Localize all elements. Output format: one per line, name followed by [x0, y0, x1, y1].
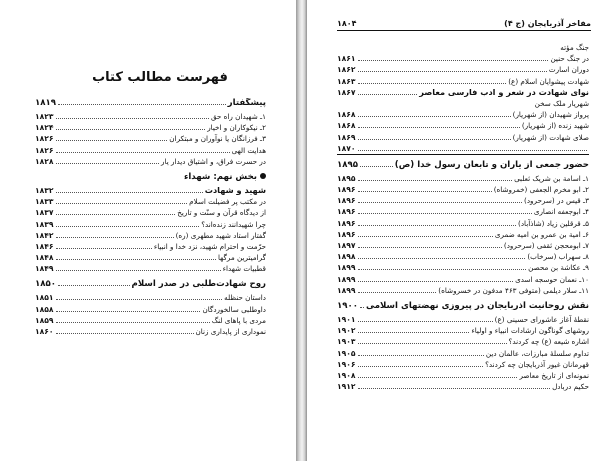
toc-entry-page: ۱۸۵۱	[35, 293, 54, 303]
toc-entry-page: ۱۸۲۴	[35, 123, 54, 133]
toc-entry	[337, 160, 589, 173]
toc-entry-title: قهرمانان غیور آذربایجان چه کردند؟	[485, 359, 589, 369]
toc-entry	[337, 336, 589, 347]
dot-leader	[56, 163, 159, 164]
dot-leader	[358, 269, 527, 270]
toc-entry-title: ۶ـ امیة بن عمرو بن امیه ضمری	[494, 229, 589, 239]
dot-leader	[358, 71, 547, 72]
toc-entry	[337, 184, 589, 195]
toc-entry-page: ۱۹۱۲	[337, 382, 356, 392]
toc-entry-title: ۱۰ـ نعمان حوسجه اسدی	[515, 274, 589, 284]
toc-entry-title: دوران اسارت	[548, 65, 589, 75]
toc-entry-page: ۱۸۹۶	[337, 185, 356, 195]
dot-leader	[358, 150, 587, 151]
toc-entry-page: ۱۸۴۶	[35, 241, 54, 251]
toc-entry-title: ۱ـ اسامة بن شریک ثعلبی	[514, 173, 589, 183]
dot-leader	[358, 292, 437, 293]
toc-entry	[337, 64, 589, 75]
toc-entry	[337, 143, 589, 155]
dot-leader	[358, 213, 532, 214]
toc-entry-page: ۱۸۴۸	[35, 253, 54, 263]
dot-leader	[56, 259, 216, 260]
toc-entry-title: نمودارى از پایداری زنان	[195, 327, 266, 336]
toc-entry-title: از دیدگاه قرآن و سنّت و تاریخ	[177, 208, 266, 218]
toc-entry	[337, 195, 589, 206]
dot-leader	[56, 322, 210, 323]
toc-entry-title: روح شهادت‌طلبی در صدر اسلام	[131, 279, 266, 290]
toc-entry	[35, 326, 266, 337]
toc-entry-title: نقطهٔ آغاز عاشورای حسینی (ع)	[494, 314, 589, 324]
dot-leader	[56, 152, 230, 153]
toc-entry	[337, 262, 589, 273]
toc-entry-title: گفتار استاد شهید مطهری (ره)	[175, 230, 266, 240]
toc-entry-page: ۱۸۶۸	[337, 121, 356, 131]
dot-leader	[358, 247, 502, 248]
toc-entry-page: ۱۸۹۸	[337, 252, 356, 262]
toc-entry-page: ۱۸۱۹	[35, 98, 56, 108]
toc-entry	[35, 292, 266, 303]
toc-entry-title: جنگ مؤته	[560, 43, 589, 52]
toc-entry	[35, 185, 266, 196]
dot-leader	[358, 202, 523, 203]
toc-entry-page: ۱۸۳۲	[35, 185, 54, 195]
toc-entry	[35, 156, 266, 167]
toc-entry-title: حرّمت و احترام شهید، نزد خدا و انبیاء	[153, 241, 266, 251]
toc-entry-page: ۱۸۹۷	[337, 241, 356, 250]
toc-entry	[337, 381, 589, 392]
toc-entry-page: ۱۸۹۹	[337, 263, 356, 273]
toc-entry-page: ۱۸۵۰	[35, 279, 56, 290]
toc-entry	[35, 98, 266, 111]
toc-entry-page: ۱۸۲۶	[35, 134, 54, 144]
dot-leader	[56, 203, 188, 204]
dot-leader	[358, 258, 526, 259]
toc-entry	[337, 76, 589, 87]
toc-entry	[337, 314, 589, 325]
toc-entry	[35, 315, 266, 326]
toc-entry-title: شهید زنده (از شهریار)	[521, 121, 589, 131]
dot-leader	[358, 191, 492, 192]
toc-entry-page: ۱۸۶۸	[337, 110, 356, 120]
toc-entry	[337, 240, 589, 251]
left-page	[0, 0, 296, 461]
page-number: ۱۸۰۴	[337, 19, 357, 28]
dot-leader	[358, 94, 418, 95]
toc-entry	[337, 370, 589, 381]
toc-entry-page: ۱۸۲۸	[35, 156, 54, 166]
toc-entry	[337, 251, 589, 262]
toc-entry-title: ۲ـ نیکوکاران و اخیار	[207, 123, 266, 133]
toc-entry-page: ۱۹۰۵	[337, 348, 356, 358]
dot-leader	[358, 321, 493, 322]
dot-leader	[58, 104, 226, 105]
toc-entry-title: در جنگ حنین	[550, 54, 589, 64]
toc-entry-page: ۱۸۳۹	[35, 219, 54, 229]
toc-entry	[337, 285, 589, 296]
toc-entry-title: داوطلبی سالخوردگان	[202, 304, 266, 314]
toc-entry	[35, 304, 266, 315]
dot-leader	[56, 311, 201, 312]
dot-leader	[56, 248, 152, 249]
toc-entry	[337, 109, 589, 120]
dot-leader	[358, 355, 484, 356]
dot-leader	[56, 129, 206, 130]
toc-entry	[337, 359, 589, 370]
toc-entry-title: اشاره شیعه (ع) چه کردند؟	[508, 337, 589, 347]
toc-entry-title: چرا شهیدانند زنده‌اند؟	[201, 219, 266, 229]
toc-entry-page: ۱۸۹۹	[337, 285, 356, 295]
toc-entry-page: ۱۹۰۱	[337, 314, 356, 324]
toc-entry-title: شهید و شهادت	[204, 184, 266, 195]
dot-leader	[358, 60, 549, 61]
toc-entry-page: ۱۸۳۷	[35, 208, 54, 218]
toc-entry	[337, 87, 589, 98]
toc-entry-page: ۱۸۶۷	[337, 87, 356, 97]
toc-entry-page: ۱۸۳۳	[35, 197, 54, 207]
toc-entry-page: ۱۸۹۶	[337, 229, 356, 239]
toc-entry-page: ۱۸۶۹	[337, 132, 356, 142]
dot-leader	[358, 236, 493, 237]
dot-leader	[56, 333, 194, 334]
dot-leader	[56, 192, 203, 193]
toc-entry-page: ۱۸۹۹	[337, 274, 356, 284]
toc-entry-title: گرامیترین مرگها	[217, 253, 266, 263]
dot-leader	[358, 139, 511, 140]
toc-entry	[337, 301, 589, 314]
dot-leader	[358, 225, 516, 226]
toc-entry	[35, 219, 266, 230]
toc-entry	[35, 252, 266, 263]
right-toc-list	[337, 42, 589, 392]
toc-entry-title: قطبیات شهداء	[222, 264, 266, 274]
toc-entry-title: ۷ـ ابومحجن ثقفی (سرحرود)	[503, 241, 589, 250]
toc-entry-title: بخش نهم: شهداء	[183, 171, 257, 182]
dot-leader	[360, 166, 393, 167]
bullet-icon	[260, 173, 266, 179]
toc-entry	[337, 42, 589, 53]
toc-entry	[337, 206, 589, 217]
toc-entry	[35, 145, 266, 156]
toc-entry-title: تداوم سلسلهٔ مبارزات، عالمان دین	[485, 348, 589, 358]
toc-entry-title: پرواز شهیدان (از شهریار)	[512, 110, 589, 120]
toc-entry-page: ۱۸۶۲	[337, 65, 356, 75]
left-toc-list	[35, 98, 266, 337]
toc-entry-title: ۳ـ فرزانگان یا نوآوران و مبتکران	[169, 134, 266, 144]
toc-entry	[35, 196, 266, 207]
toc-entry	[35, 133, 266, 144]
toc-entry-page: ۱۸۹۵	[337, 159, 358, 170]
dot-leader	[358, 377, 518, 378]
toc-entry	[35, 230, 266, 241]
dot-leader	[58, 285, 130, 286]
toc-entry	[35, 122, 266, 133]
toc-entry	[35, 241, 266, 252]
toc-entry	[337, 120, 589, 131]
running-header	[337, 14, 591, 31]
toc-entry-page: ۱۸۷۰	[337, 143, 356, 153]
dot-leader	[56, 299, 223, 300]
toc-entry-title: ۱ـ شهیدان راه حق	[210, 112, 266, 121]
dot-leader	[56, 214, 176, 215]
toc-entry-title: ۸ـ سهراب (سرخاب)	[527, 252, 589, 262]
toc-entry	[35, 172, 266, 185]
toc-entry	[337, 173, 589, 184]
toc-entry-page: ۱۸۵۹	[35, 315, 54, 325]
toc-entry-page: ۱۸۹۵	[337, 173, 356, 183]
toc-entry-title: ۵ـ قرقلین زیاد (شاذآباد)	[518, 218, 589, 228]
toc-entry-title: صلای شهادت (از شهریار)	[512, 132, 589, 142]
toc-entry-page: ۱۹۰۲	[337, 326, 356, 336]
toc-entry-title: شهادت پیشوایان اسلام (ع)	[508, 76, 589, 86]
toc-entry	[337, 98, 589, 109]
toc-entry-page: ۱۸۹۶	[337, 218, 356, 228]
toc-entry-title: شهریار ملک سخن	[534, 98, 589, 108]
toc-entry	[337, 53, 589, 64]
dot-leader	[56, 140, 168, 141]
toc-entry	[337, 348, 589, 359]
dot-leader	[358, 116, 511, 117]
toc-entry	[337, 132, 589, 143]
toc-entry-page: ۱۹۰۸	[337, 370, 356, 380]
running-header-title: مفاخر آذربایجان (ج ۴)	[504, 19, 591, 28]
toc-entry	[337, 218, 589, 229]
toc-entry-page: ۱۸۹۶	[337, 207, 356, 217]
toc-entry-title: نقش روحانیت آذربایجان در پیروزی نهضتهای اسلامی	[366, 300, 589, 311]
toc-entry-title: حضور جمعی از یاران و تابعان رسول خدا (ص)	[394, 159, 589, 170]
toc-entry-title: پیشگفتار	[227, 98, 266, 108]
dot-leader	[358, 127, 520, 128]
dot-leader	[358, 281, 514, 282]
toc-entry-title: ۹ـ عکاشة بن محصن	[528, 263, 589, 273]
toc-entry	[337, 274, 589, 285]
toc-entry-title: ۴ـ ابوجعفه انصاری	[533, 207, 589, 217]
toc-entry-title: نوای شهادت در شعر و ادب فارسی معاصر	[419, 86, 589, 97]
toc-entry-title: روشهای گوناگون ارشادات انبیاء و اولیاء	[471, 326, 589, 336]
dot-leader	[56, 270, 221, 271]
dot-leader	[358, 366, 484, 367]
dot-leader	[56, 226, 200, 227]
dot-leader	[360, 307, 364, 308]
toc-entry-title: در حسرت فراق، و اشتیاق دیدار یار	[161, 156, 266, 166]
dot-leader	[358, 180, 513, 181]
toc-entry-title: حکیم دربادل	[552, 382, 589, 392]
toc-entry-page: ۱۹۰۰	[337, 300, 358, 311]
toc-entry-page: ۱۸۴۲	[35, 230, 54, 240]
toc-entry-page: ۱۸۶۱	[337, 54, 356, 64]
toc-entry	[35, 279, 266, 292]
toc-entry-title: نمونه‌ای از تاریخ معاصر	[519, 370, 589, 380]
toc-entry-page: ۱۸۶۳	[337, 76, 356, 86]
toc-entry-page: ۱۸۴۹	[35, 264, 54, 274]
toc-entry	[35, 111, 266, 122]
toc-entry-title: در مکتب پر فضیلت اسلام	[189, 197, 266, 207]
toc-entry-page: ۱۸۲۶	[35, 145, 54, 155]
toc-entry-page: ۱۹۰۶	[337, 359, 356, 369]
toc-entry-page: ۱۸۵۸	[35, 304, 54, 314]
toc-entry-title: ۳ـ قیس در (سرحرود)	[524, 196, 589, 206]
toc-entry-page: ۱۸۶۰	[35, 327, 54, 336]
toc-entry	[35, 207, 266, 218]
toc-entry	[337, 229, 589, 240]
dot-leader	[358, 83, 507, 84]
toc-entry-title: مردی با پاهای لنگ	[211, 315, 266, 325]
toc-entry-title: ۱۱ـ سلار دیلمی (متوفی ۴۶۳ مدفون در خسروشاه)	[438, 285, 589, 295]
toc-entry-page: ۱۸۹۶	[337, 196, 356, 206]
toc-entry-title: داستان حنظله	[224, 293, 266, 303]
toc-entry	[337, 325, 589, 336]
dot-leader	[358, 332, 470, 333]
toc-entry	[35, 263, 266, 274]
dot-leader	[56, 237, 174, 238]
book-gutter	[296, 0, 307, 461]
dot-leader	[358, 343, 507, 344]
toc-entry-title: هدایت الهی	[231, 145, 266, 155]
dot-leader	[56, 118, 209, 119]
toc-entry-title: ۲ـ ابو مخرم الجعفی (خمروشاه)	[493, 185, 589, 195]
toc-entry-page: ۱۸۲۳	[35, 112, 54, 121]
toc-entry-page: ۱۹۰۳	[337, 337, 356, 347]
toc-title: فهرست مطالب کتاب	[92, 70, 228, 85]
dot-leader	[358, 388, 551, 389]
right-page	[307, 0, 603, 461]
